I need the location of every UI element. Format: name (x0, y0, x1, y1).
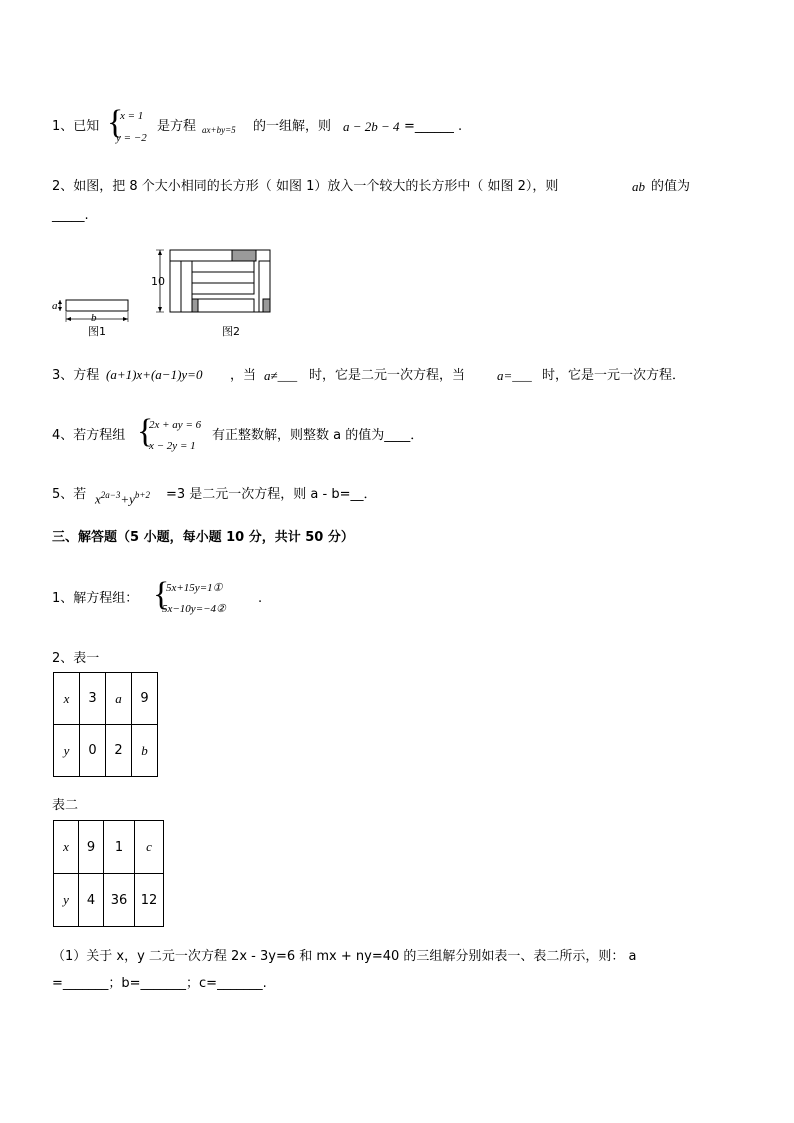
q1-sys-line2: y = −2 (116, 132, 147, 144)
q4-brace: { (137, 413, 154, 450)
part-1-line2: =_______；b=_______；c=_______. (52, 976, 267, 991)
table-cell: b (132, 725, 158, 777)
q1-suffix: 的一组解，则 (253, 119, 332, 134)
table-cell: 9 (79, 821, 104, 874)
table-cell: 0 (80, 725, 106, 777)
q2-line1: 2、如图，把 8 个大小相同的长方形（ 如图 1）放入一个较大的长方形中（ 如图 2），则 (52, 179, 559, 194)
table-row (54, 673, 158, 725)
table-cell: a (106, 673, 132, 725)
table-row (54, 725, 158, 777)
table-cell: c (135, 821, 164, 874)
s1-prefix: 1、解方程组： (52, 591, 139, 606)
q2-line2: _____. (52, 208, 89, 223)
table-cell: 4 (79, 874, 104, 927)
q3-text2: 时，它是二元一次方程，当 (309, 368, 466, 383)
table-cell: 3 (80, 673, 106, 725)
table-cell: 1 (104, 821, 135, 874)
q1-expr: a − 2b − 4 (343, 119, 400, 134)
figure-1-caption: 图1 (88, 325, 106, 338)
table-cell: 12 (135, 874, 164, 927)
q5-prefix: 5、若 (52, 487, 87, 502)
table-cell: 2 (106, 725, 132, 777)
q1-brace: { (107, 104, 124, 141)
q3-cond1: a≠___ (264, 368, 298, 383)
q3-text1: ，当 (230, 368, 257, 383)
q3-text3: 时，它是一元一次方程． (542, 368, 686, 383)
s1-brace: { (153, 576, 170, 613)
figure-1-label-b: b (91, 312, 97, 324)
section-3-heading: 三、解答题（5 小题，每小题 10 分，共计 50 分） (52, 530, 354, 545)
figure-2-label-10: 10 (151, 275, 165, 288)
table-cell: y (54, 725, 80, 777)
table-1 (53, 672, 158, 777)
table-cell: x (54, 821, 79, 874)
q4-sys-line1: 2x + ay = 6 (149, 419, 202, 431)
figure-2-drawing (152, 246, 276, 318)
q3-cond2: a=___ (497, 368, 532, 383)
figure-2-caption: 图2 (222, 325, 240, 338)
q3-prefix: 3、方程 (52, 368, 100, 383)
q4-suffix: 有正整数解，则整数 a 的值为____． (212, 428, 424, 443)
q1-sys-line1: x = 1 (120, 110, 144, 122)
q3-equation: (a+1)x+(a−1)y=0 (106, 367, 203, 382)
q4-prefix: 4、若方程组 (52, 428, 126, 443)
s1-sys-line1: 5x+15y=1① (166, 582, 223, 594)
table-row (54, 874, 164, 927)
q1-prefix: 1、已知 (52, 119, 100, 134)
table-cell: y (54, 874, 79, 927)
table-2 (53, 820, 164, 927)
q1-blank: =______ . (404, 119, 463, 134)
table-row (54, 821, 164, 874)
q2-var: ab (632, 179, 645, 194)
s1-sys-line2: 5x−10y=−4② (162, 603, 226, 615)
q5-expr: $x^{2a-3}+y^{b+2}$ (95, 490, 150, 507)
table-2-title: 表二 (52, 798, 79, 813)
q5-text: =3 是二元一次方程，则 a - b=__． (166, 487, 377, 502)
q2-line1-end: 的值为 (651, 179, 691, 194)
s1-suffix: . (258, 591, 263, 606)
table-cell: x (54, 673, 80, 725)
table-cell: 36 (104, 874, 135, 927)
q1-mid: 是方程 (157, 119, 197, 134)
q1-equation: ax+by=5 (202, 125, 236, 135)
table-1-title: 2、表一 (52, 651, 100, 666)
figure-1-label-a: a (52, 300, 58, 312)
q4-sys-line2: x − 2y = 1 (149, 440, 196, 452)
table-cell: 9 (132, 673, 158, 725)
part-1-line1: （1）关于 x，y 二元一次方程 2x - 3y=6 和 mx + ny=40 的三组解分别如表一、表二所示，则： a (52, 949, 637, 964)
